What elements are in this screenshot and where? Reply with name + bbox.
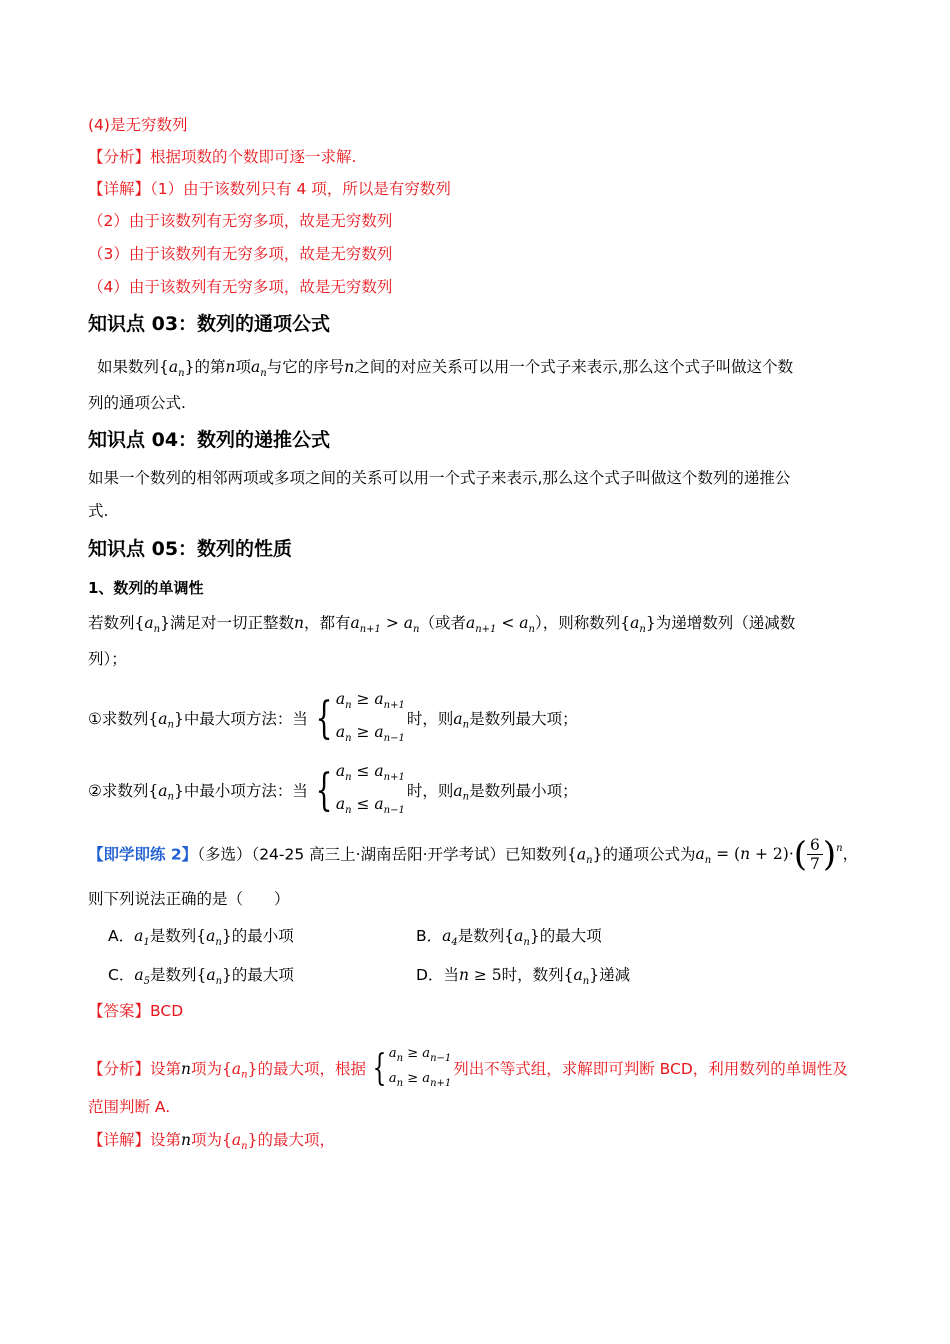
option-c[interactable]: C．$a_5$是数列$\{a_n\}$的最大项 — [108, 966, 294, 987]
answer-value: BCD — [150, 1002, 184, 1020]
text: ，都有 — [303, 614, 351, 632]
kp05-heading: 知识点 05：数列的性质 — [88, 538, 293, 560]
general-term-formula: $a_n = (n + 2)\cdot$( $\frac{6}{7}$ )$^n$， — [695, 834, 859, 875]
text: 若数列 — [88, 614, 135, 632]
text: 列出不等式组，求解即可判断 BCD，利用数列的单调性及 — [453, 1060, 848, 1078]
answer-tag: 【答案】 — [88, 1002, 151, 1020]
text: 设第 — [150, 1131, 182, 1149]
exercise-analysis: 【分析】设第n项为$\{a_n\}$的最大项，根据 { $a_n \ge a_{n-1}$ $a_n \ge a_{n+1}$ 列出不等式组，求解即可判断 BCD，利用数列的单调性及 — [88, 1044, 848, 1094]
text: （多选）（24-25 高三上·湖南岳阳·开学考试）已知数列 — [197, 845, 568, 864]
text: 满足对一切正整数 — [169, 614, 294, 632]
max-term-method: ①求数列$\{a_n\}$中最大项方法：当 { $a_n \ge a_{n+1}$ $a_n \ge a_{n-1}$ 时，则$a_n$是数列最大项； — [88, 686, 578, 752]
text: 中最小项方法：当 — [183, 782, 308, 800]
exercise-tag: 【即学即练 2】 — [88, 845, 198, 864]
kp03-paragraph-line1: 如果数列$\{a_n\}$的第n项$a_n$与它的序号n之间的对应关系可以用一个式子来表示,那么这个式子叫做这个数 — [97, 358, 794, 379]
text: 项 — [235, 358, 251, 376]
text: 时，则 — [406, 782, 454, 800]
text: ），则称数列 — [534, 614, 621, 632]
max-inequality-system: { $a_n \ge a_{n+1}$ $a_n \ge a_{n-1}$ — [315, 690, 405, 744]
text: ①求数列 — [88, 710, 149, 728]
monotonicity-line2: 列）； — [88, 650, 127, 668]
option-d-label: D． — [416, 966, 444, 984]
kp04-paragraph-line1: 如果一个数列的相邻两项或多项之间的关系可以用一个式子来表示,那么这个式子叫做这个数列的递推公 — [88, 469, 791, 487]
text: 为递增数列（递减数 — [655, 614, 796, 632]
text: 是数列 — [149, 966, 197, 984]
text: 是数列 — [457, 927, 505, 945]
text: 是数列最小项； — [469, 782, 578, 800]
text: 当 — [443, 966, 459, 984]
text: 项为 — [191, 1060, 223, 1078]
text: 项为 — [191, 1131, 223, 1149]
detail-text: （1）由于该数列只有 4 项，所以是有穷数列 — [150, 180, 451, 198]
detail-tag: 【详解】 — [88, 180, 151, 198]
exercise-question-line2: 则下列说法正确的是（ ） — [88, 890, 290, 908]
option-a-label: A． — [108, 927, 135, 945]
option-b[interactable]: B．$a_4$是数列$\{a_n\}$的最大项 — [416, 927, 602, 948]
detail-line-1 — [88, 178, 451, 200]
text: 的最大项 — [539, 927, 602, 945]
text: 的第 — [194, 358, 226, 376]
monotonicity-subheading: 1、数列的单调性 — [88, 579, 204, 597]
exercise-question: 【即学即练 2】（多选）（24-25 高三上·湖南岳阳·开学考试）已知数列$\{a_n\}$的通项公式为$a_n = (n + 2)\cdot$( $\frac{6}{7}$ )$^n$， — [88, 834, 859, 875]
solution-line-4: (4)是无穷数列 — [88, 116, 188, 134]
text: 时，则 — [406, 710, 454, 728]
kp04-paragraph-line2: 式. — [88, 502, 109, 520]
answer-line — [88, 1000, 183, 1022]
kp03-heading: 知识点 03：数列的通项公式 — [88, 313, 331, 335]
text: 设第 — [150, 1060, 182, 1078]
detail-tag-2: 【详解】 — [88, 1131, 151, 1149]
text: 的最大项 — [231, 966, 294, 984]
text: 递减 — [599, 966, 631, 984]
analysis-inequality-system: { $a_n \ge a_{n-1}$ $a_n \ge a_{n+1}$ — [372, 1046, 452, 1089]
text: 的最小项 — [231, 927, 294, 945]
text: 时，数列 — [501, 966, 564, 984]
text: 如果数列 — [97, 358, 160, 376]
kp03-paragraph-line2: 列的通项公式. — [88, 394, 186, 412]
text: （或者 — [419, 614, 466, 632]
text: 中最大项方法：当 — [183, 710, 308, 728]
option-a[interactable]: A．$a_1$是数列$\{a_n\}$的最小项 — [108, 927, 294, 948]
option-d[interactable]: D．当n ≥ 5时，数列$\{a_n\}$递减 — [416, 966, 631, 987]
exercise-detail: 【详解】设第n项为$\{a_n\}$的最大项， — [88, 1131, 335, 1152]
analysis-tag: 【分析】 — [88, 148, 151, 166]
text: 是数列最大项； — [469, 710, 578, 728]
text: 是数列 — [149, 927, 197, 945]
min-inequality-system: { $a_n \le a_{n+1}$ $a_n \le a_{n-1}$ — [315, 762, 405, 816]
text: ②求数列 — [88, 782, 149, 800]
monotonicity-line1: 若数列$\{a_n\}$满足对一切正整数n，都有$a_{n+1} > a_n$（或者$a_{n+1} < a_n$），则称数列$\{a_n\}$为递增数列（递减数 — [88, 614, 796, 635]
analysis-tag-2: 【分析】 — [88, 1060, 151, 1078]
min-term-method: ②求数列$\{a_n\}$中最小项方法：当 { $a_n \le a_{n+1}$ $a_n \le a_{n-1}$ 时，则$a_n$是数列最小项； — [88, 758, 578, 824]
detail-line-4: （4）由于该数列有无穷多项，故是无穷数列 — [88, 278, 393, 296]
text: 的通项公式为 — [602, 845, 696, 864]
option-c-label: C． — [108, 966, 135, 984]
text: 的最大项， — [257, 1131, 335, 1149]
detail-line-2: （2）由于该数列有无穷多项，故是无穷数列 — [88, 212, 393, 230]
option-b-label: B． — [416, 927, 443, 945]
exercise-analysis-line2: 范围判断 A. — [88, 1098, 171, 1116]
analysis-line — [88, 146, 356, 168]
text: 与它的序号 — [266, 358, 345, 376]
analysis-text: 根据项数的个数即可逐一求解. — [150, 148, 357, 166]
kp04-heading: 知识点 04：数列的递推公式 — [88, 429, 331, 451]
text: 的最大项，根据 — [257, 1060, 366, 1078]
detail-line-3: （3）由于该数列有无穷多项，故是无穷数列 — [88, 245, 393, 263]
text: 之间的对应关系可以用一个式子来表示,那么这个式子叫做这个数 — [354, 358, 794, 376]
